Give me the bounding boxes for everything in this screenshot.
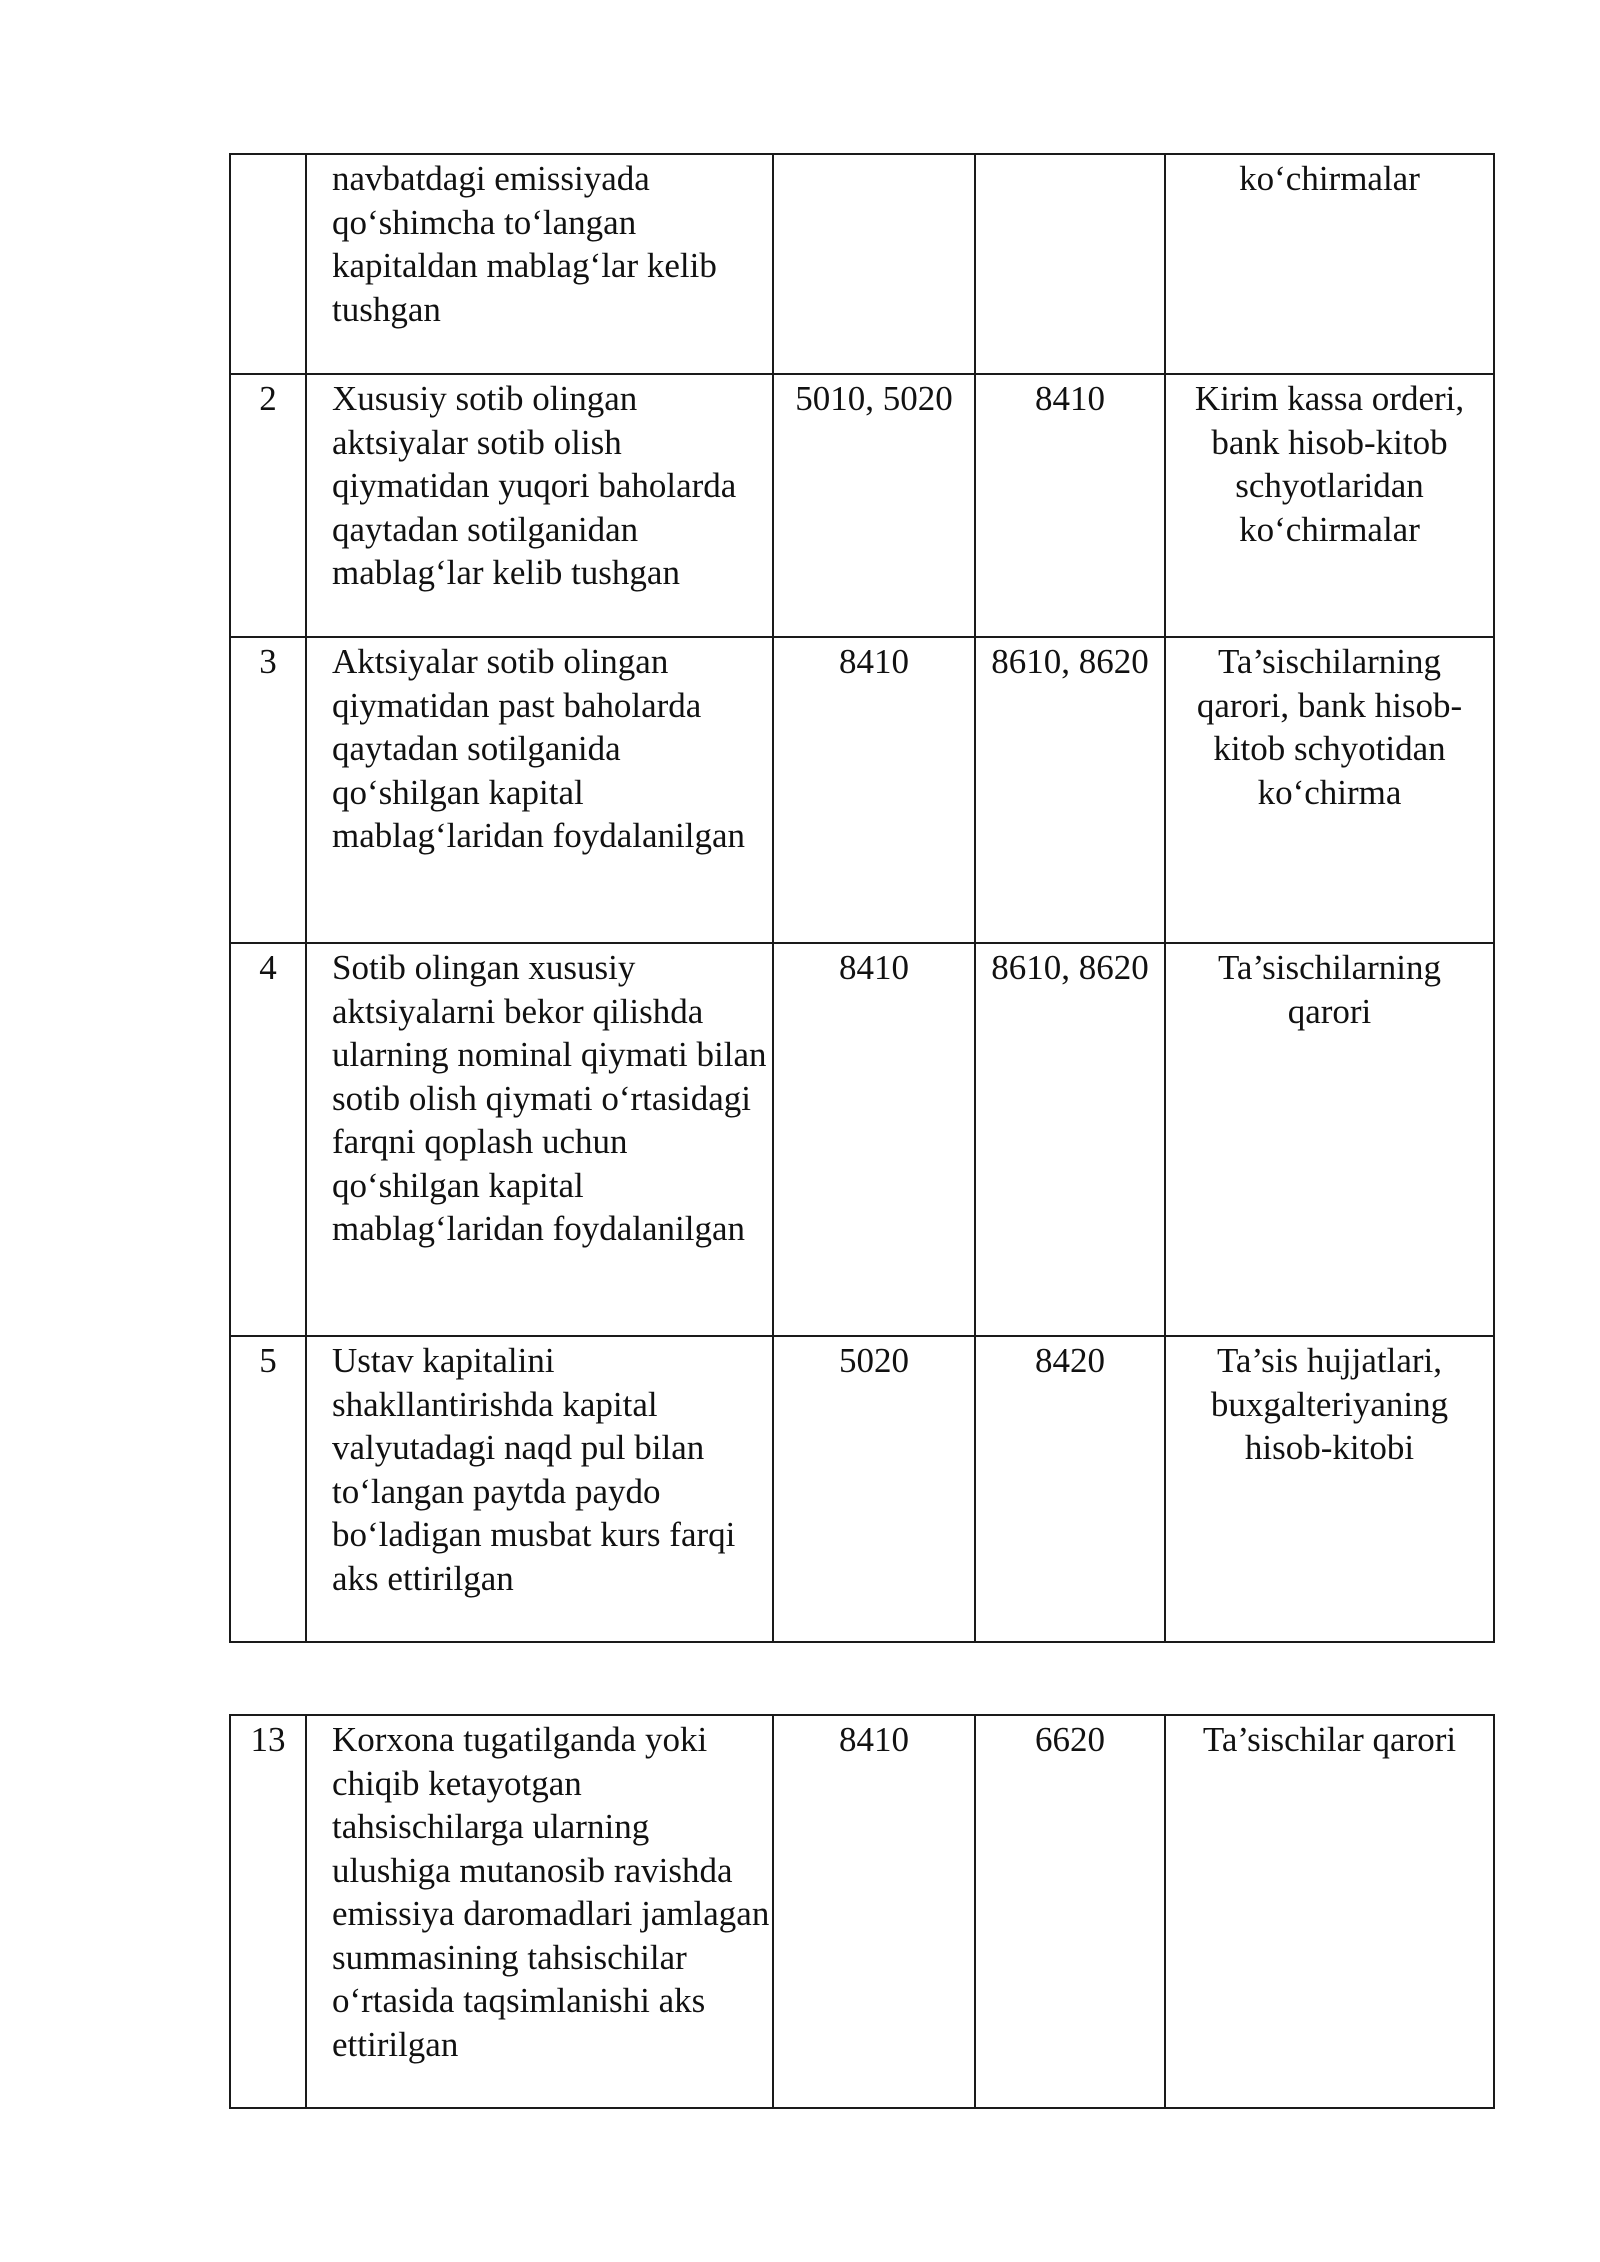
credit-account: 8410 (975, 374, 1165, 637)
supporting-document: Ta’sischilar qarori (1165, 1715, 1494, 2108)
table-row (230, 637, 1494, 943)
debit-account: 8410 (773, 1715, 975, 2108)
operation-description: Sotib olingan xususiy aktsiyalarni bekor qilishda ularning nominal qiymati bilan sotib olish qiymati o‘rtasidagi farqni qoplash uchun qo‘shilgan kapital mablag‘laridan foydalanilgan (306, 943, 773, 1336)
supporting-document: Ta’sischilarning qarori, bank hisob-kitob schyotidan ko‘chirma (1165, 637, 1494, 943)
row-number: 5 (230, 1336, 306, 1642)
credit-account: 8610, 8620 (975, 943, 1165, 1336)
credit-account: 8610, 8620 (975, 637, 1165, 943)
row-number: 3 (230, 637, 306, 943)
operation-description: Xususiy sotib olingan aktsiyalar sotib olish qiymatidan yuqori baholarda qaytadan sotilganidan mablag‘lar kelib tushgan (306, 374, 773, 637)
supporting-document: ko‘chirmalar (1165, 154, 1494, 374)
table-row (230, 154, 1494, 374)
credit-account: 6620 (975, 1715, 1165, 2108)
row-number (230, 154, 306, 374)
table-row (230, 943, 1494, 1336)
row-number: 4 (230, 943, 306, 1336)
debit-account: 8410 (773, 637, 975, 943)
table-row (230, 1336, 1494, 1642)
supporting-document: Ta’sischilarning qarori (1165, 943, 1494, 1336)
supporting-document: Ta’sis hujjatlari, buxgalteriyaning hisob-kitobi (1165, 1336, 1494, 1642)
debit-account: 5020 (773, 1336, 975, 1642)
operation-description: Korxona tugatilganda yoki chiqib ketayotgan tahsischilarga ularning ulushiga mutanosib ravishda emissiya daromadlari jamlagan summasining tahsischilar o‘rtasida taqsimlanishi aks ettirilgan (306, 1715, 773, 2108)
operation-description: Aktsiyalar sotib olingan qiymatidan past baholarda qaytadan sotilganida qo‘shilgan kapital mablag‘laridan foydalanilgan (306, 637, 773, 943)
debit-account (773, 154, 975, 374)
operation-description: navbatdagi emissiyada qo‘shimcha to‘langan kapitaldan mablag‘lar kelib tushgan (306, 154, 773, 374)
table-row (230, 374, 1494, 637)
accounting-entries-table (229, 153, 1495, 1643)
row-number: 2 (230, 374, 306, 637)
row-number: 13 (230, 1715, 306, 2108)
credit-account (975, 154, 1165, 374)
credit-account: 8420 (975, 1336, 1165, 1642)
debit-account: 8410 (773, 943, 975, 1336)
accounting-entries-table-continued (229, 1714, 1495, 2109)
supporting-document: Kirim kassa orderi, bank hisob-kitob schyotlaridan ko‘chirmalar (1165, 374, 1494, 637)
debit-account: 5010, 5020 (773, 374, 975, 637)
table-row (230, 1715, 1494, 2108)
operation-description: Ustav kapitalini shakllantirishda kapital valyutadagi naqd pul bilan to‘langan paytda paydo bo‘ladigan musbat kurs farqi aks ettirilgan (306, 1336, 773, 1642)
